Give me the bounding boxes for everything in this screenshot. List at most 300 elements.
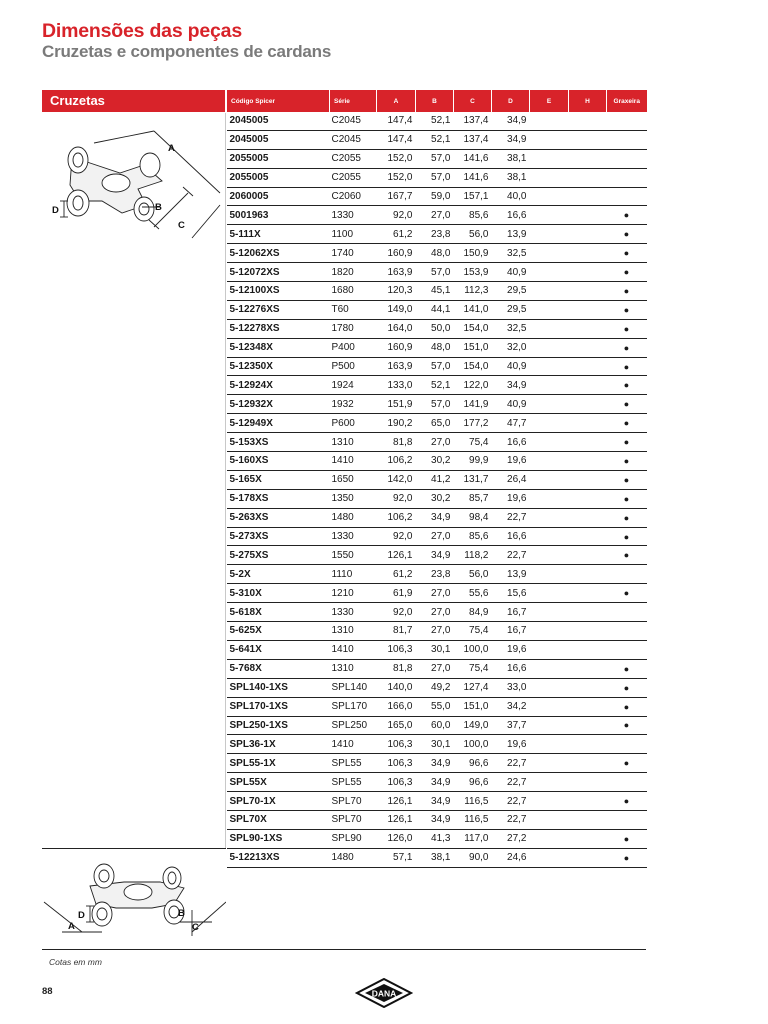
series-cell: SPL250 (330, 716, 377, 735)
grease-fitting-cell (607, 112, 647, 130)
dimension-label-b: B (155, 202, 162, 213)
d-cell: 16,6 (492, 206, 530, 225)
table-row (227, 244, 647, 263)
c-cell: 157,1 (454, 187, 492, 206)
code-cell: SPL170-1XS (227, 697, 330, 716)
c-cell: 141,6 (454, 149, 492, 168)
h-cell (569, 640, 607, 659)
c-cell: 90,0 (454, 848, 492, 867)
code-cell: 5-2X (227, 565, 330, 584)
d-cell: 15,6 (492, 584, 530, 603)
grease-fitting-cell (607, 622, 647, 641)
e-cell (530, 716, 569, 735)
grease-fitting-cell (607, 603, 647, 622)
h-cell (569, 300, 607, 319)
dimension-label-b: B (178, 908, 185, 919)
d-cell: 13,9 (492, 225, 530, 244)
c-cell: 150,9 (454, 244, 492, 263)
d-cell: 34,9 (492, 112, 530, 130)
a-cell: 163,9 (377, 263, 416, 282)
a-cell: 106,3 (377, 640, 416, 659)
b-cell: 27,0 (416, 584, 454, 603)
a-cell: 147,4 (377, 130, 416, 149)
grease-fitting-cell: ● (607, 263, 647, 282)
table-row (227, 433, 647, 452)
grease-fitting-cell (607, 130, 647, 149)
e-cell (530, 527, 569, 546)
code-cell: SPL55X (227, 773, 330, 792)
b-cell: 34,9 (416, 773, 454, 792)
b-cell: 57,0 (416, 168, 454, 187)
c-cell: 141,6 (454, 168, 492, 187)
c-cell: 122,0 (454, 376, 492, 395)
grease-fitting-cell: ● (607, 489, 647, 508)
d-cell: 22,7 (492, 773, 530, 792)
d-cell: 37,7 (492, 716, 530, 735)
code-cell: 5-12350X (227, 357, 330, 376)
a-cell: 165,0 (377, 716, 416, 735)
d-cell: 47,7 (492, 414, 530, 433)
d-cell: 29,5 (492, 282, 530, 301)
code-cell: 5-768X (227, 659, 330, 678)
h-cell (569, 659, 607, 678)
page-number: 88 (42, 986, 53, 997)
a-cell: 126,1 (377, 810, 416, 829)
table-row (227, 603, 647, 622)
a-cell: 61,2 (377, 225, 416, 244)
c-cell: 154,0 (454, 319, 492, 338)
d-cell: 22,7 (492, 792, 530, 811)
e-cell (530, 792, 569, 811)
grease-fitting-cell: ● (607, 678, 647, 697)
series-cell: SPL55 (330, 773, 377, 792)
e-cell (530, 848, 569, 867)
series-cell: SPL140 (330, 678, 377, 697)
c-cell: 75,4 (454, 622, 492, 641)
c-cell: 154,0 (454, 357, 492, 376)
code-cell: SPL140-1XS (227, 678, 330, 697)
dimension-label-a: A (168, 143, 175, 154)
bottom-rule (42, 949, 646, 950)
table-row (227, 659, 647, 678)
a-cell: 126,1 (377, 792, 416, 811)
series-cell: 1210 (330, 584, 377, 603)
table-row (227, 584, 647, 603)
code-cell: 5-153XS (227, 433, 330, 452)
d-cell: 16,6 (492, 527, 530, 546)
a-cell: 81,7 (377, 622, 416, 641)
h-cell (569, 546, 607, 565)
b-cell: 52,1 (416, 112, 454, 130)
e-cell (530, 452, 569, 471)
series-cell: 1820 (330, 263, 377, 282)
h-cell (569, 678, 607, 697)
series-cell: SPL170 (330, 697, 377, 716)
e-cell (530, 546, 569, 565)
series-cell: 1410 (330, 452, 377, 471)
column-header: E (530, 90, 569, 112)
h-cell (569, 433, 607, 452)
grease-fitting-cell: ● (607, 792, 647, 811)
e-cell (530, 489, 569, 508)
code-cell: 5-12100XS (227, 282, 330, 301)
d-cell: 38,1 (492, 149, 530, 168)
d-cell: 19,6 (492, 735, 530, 754)
c-cell: 116,5 (454, 792, 492, 811)
series-cell: 1330 (330, 527, 377, 546)
table-row (227, 225, 647, 244)
e-cell (530, 622, 569, 641)
e-cell (530, 187, 569, 206)
b-cell: 27,0 (416, 622, 454, 641)
c-cell: 100,0 (454, 735, 492, 754)
b-cell: 65,0 (416, 414, 454, 433)
c-cell: 141,9 (454, 395, 492, 414)
a-cell: 164,0 (377, 319, 416, 338)
code-cell: 5-12278XS (227, 319, 330, 338)
column-header: C (454, 90, 492, 112)
a-cell: 142,0 (377, 470, 416, 489)
code-cell: 5-275XS (227, 546, 330, 565)
logo-text: DANA (371, 988, 397, 999)
column-header: Série (330, 90, 377, 112)
table-row (227, 754, 647, 773)
c-cell: 85,6 (454, 206, 492, 225)
b-cell: 44,1 (416, 300, 454, 319)
grease-fitting-cell: ● (607, 376, 647, 395)
h-cell (569, 225, 607, 244)
h-cell (569, 414, 607, 433)
grease-fitting-cell: ● (607, 357, 647, 376)
e-cell (530, 697, 569, 716)
c-cell: 75,4 (454, 433, 492, 452)
series-cell: 1650 (330, 470, 377, 489)
d-cell: 34,2 (492, 697, 530, 716)
h-cell (569, 697, 607, 716)
b-cell: 34,9 (416, 508, 454, 527)
series-cell: 1932 (330, 395, 377, 414)
h-cell (569, 263, 607, 282)
b-cell: 23,8 (416, 565, 454, 584)
c-cell: 117,0 (454, 829, 492, 848)
section-label: Cruzetas (50, 93, 105, 108)
h-cell (569, 829, 607, 848)
b-cell: 27,0 (416, 659, 454, 678)
d-cell: 19,6 (492, 640, 530, 659)
series-cell: 1550 (330, 546, 377, 565)
code-cell: 5-273XS (227, 527, 330, 546)
d-cell: 16,7 (492, 622, 530, 641)
h-cell (569, 206, 607, 225)
code-cell: SPL36-1X (227, 735, 330, 754)
code-cell: 5-12276XS (227, 300, 330, 319)
series-cell: SPL70 (330, 792, 377, 811)
grease-fitting-cell: ● (607, 452, 647, 471)
grease-fitting-cell: ● (607, 527, 647, 546)
a-cell: 81,8 (377, 433, 416, 452)
code-cell: 5-12924X (227, 376, 330, 395)
a-cell: 61,2 (377, 565, 416, 584)
grease-fitting-cell: ● (607, 225, 647, 244)
series-cell: SPL90 (330, 829, 377, 848)
column-header: Graxeira (607, 90, 647, 112)
h-cell (569, 603, 607, 622)
c-cell: 96,6 (454, 754, 492, 773)
e-cell (530, 319, 569, 338)
table-row (227, 187, 647, 206)
h-cell (569, 810, 607, 829)
series-cell: 1780 (330, 319, 377, 338)
dimension-label-d: D (78, 910, 85, 921)
grease-fitting-cell: ● (607, 659, 647, 678)
series-cell: 1410 (330, 640, 377, 659)
b-cell: 57,0 (416, 149, 454, 168)
series-cell: 1110 (330, 565, 377, 584)
a-cell: 133,0 (377, 376, 416, 395)
b-cell: 34,9 (416, 792, 454, 811)
h-cell (569, 848, 607, 867)
b-cell: 57,0 (416, 395, 454, 414)
table-row (227, 414, 647, 433)
e-cell (530, 206, 569, 225)
b-cell: 27,0 (416, 603, 454, 622)
h-cell (569, 565, 607, 584)
e-cell (530, 678, 569, 697)
a-cell: 166,0 (377, 697, 416, 716)
series-cell: 1310 (330, 659, 377, 678)
code-cell: 5-12949X (227, 414, 330, 433)
table-row (227, 810, 647, 829)
a-cell: 152,0 (377, 168, 416, 187)
a-cell: 167,7 (377, 187, 416, 206)
series-cell: 1480 (330, 848, 377, 867)
table-row (227, 282, 647, 301)
d-cell: 22,7 (492, 810, 530, 829)
h-cell (569, 792, 607, 811)
d-cell: 40,9 (492, 357, 530, 376)
h-cell (569, 489, 607, 508)
page-title: Dimensões das peças (42, 20, 242, 42)
a-cell: 140,0 (377, 678, 416, 697)
grease-fitting-cell: ● (607, 338, 647, 357)
code-cell: 5-12072XS (227, 263, 330, 282)
grease-fitting-cell (607, 773, 647, 792)
e-cell (530, 357, 569, 376)
grease-fitting-cell: ● (607, 300, 647, 319)
d-cell: 33,0 (492, 678, 530, 697)
series-cell: P400 (330, 338, 377, 357)
table-row (227, 452, 647, 471)
d-cell: 19,6 (492, 452, 530, 471)
code-cell: 2055005 (227, 168, 330, 187)
h-cell (569, 622, 607, 641)
h-cell (569, 112, 607, 130)
b-cell: 48,0 (416, 338, 454, 357)
c-cell: 137,4 (454, 130, 492, 149)
c-cell: 177,2 (454, 414, 492, 433)
h-cell (569, 754, 607, 773)
c-cell: 56,0 (454, 225, 492, 244)
h-cell (569, 735, 607, 754)
e-cell (530, 112, 569, 130)
b-cell: 34,9 (416, 810, 454, 829)
table-row (227, 829, 647, 848)
c-cell: 56,0 (454, 565, 492, 584)
grease-fitting-cell: ● (607, 319, 647, 338)
table-row (227, 112, 647, 130)
cross-diagram-top (42, 125, 222, 245)
series-cell: C2055 (330, 168, 377, 187)
b-cell: 27,0 (416, 206, 454, 225)
table-row (227, 640, 647, 659)
d-cell: 32,0 (492, 338, 530, 357)
c-cell: 153,9 (454, 263, 492, 282)
grease-fitting-cell: ● (607, 244, 647, 263)
series-cell: 1680 (330, 282, 377, 301)
h-cell (569, 584, 607, 603)
code-cell: 5-618X (227, 603, 330, 622)
h-cell (569, 338, 607, 357)
code-cell: 5-160XS (227, 452, 330, 471)
h-cell (569, 168, 607, 187)
series-cell: SPL70 (330, 810, 377, 829)
b-cell: 59,0 (416, 187, 454, 206)
b-cell: 52,1 (416, 130, 454, 149)
grease-fitting-cell: ● (607, 546, 647, 565)
h-cell (569, 395, 607, 414)
table-row (227, 263, 647, 282)
series-cell: 1100 (330, 225, 377, 244)
b-cell: 41,2 (416, 470, 454, 489)
dimension-label-c: C (192, 922, 199, 933)
grease-fitting-cell: ● (607, 414, 647, 433)
e-cell (530, 773, 569, 792)
grease-fitting-cell (607, 565, 647, 584)
b-cell: 34,9 (416, 754, 454, 773)
a-cell: 120,3 (377, 282, 416, 301)
section-divider (42, 848, 226, 849)
d-cell: 13,9 (492, 565, 530, 584)
code-cell: SPL250-1XS (227, 716, 330, 735)
d-cell: 22,7 (492, 754, 530, 773)
c-cell: 84,9 (454, 603, 492, 622)
table-row (227, 300, 647, 319)
grease-fitting-cell: ● (607, 848, 647, 867)
grease-fitting-cell (607, 640, 647, 659)
table-row (227, 622, 647, 641)
code-cell: 5-178XS (227, 489, 330, 508)
e-cell (530, 414, 569, 433)
column-divider (225, 113, 226, 848)
grease-fitting-cell: ● (607, 470, 647, 489)
grease-fitting-cell (607, 187, 647, 206)
grease-fitting-cell: ● (607, 584, 647, 603)
d-cell: 16,6 (492, 433, 530, 452)
grease-fitting-cell: ● (607, 716, 647, 735)
series-cell: P600 (330, 414, 377, 433)
table-row (227, 508, 647, 527)
a-cell: 106,3 (377, 735, 416, 754)
code-cell: SPL70-1X (227, 792, 330, 811)
c-cell: 141,0 (454, 300, 492, 319)
grease-fitting-cell: ● (607, 206, 647, 225)
a-cell: 106,3 (377, 773, 416, 792)
column-header: D (492, 90, 530, 112)
column-header: H (569, 90, 607, 112)
code-cell: 5001963 (227, 206, 330, 225)
table-row (227, 319, 647, 338)
h-cell (569, 357, 607, 376)
a-cell: 160,9 (377, 244, 416, 263)
a-cell: 57,1 (377, 848, 416, 867)
e-cell (530, 829, 569, 848)
code-cell: 5-310X (227, 584, 330, 603)
e-cell (530, 168, 569, 187)
c-cell: 151,0 (454, 338, 492, 357)
grease-fitting-cell (607, 168, 647, 187)
code-cell: 5-641X (227, 640, 330, 659)
grease-fitting-cell: ● (607, 508, 647, 527)
code-cell: 5-12348X (227, 338, 330, 357)
e-cell (530, 659, 569, 678)
dimension-label-d: D (52, 205, 59, 216)
h-cell (569, 716, 607, 735)
c-cell: 85,7 (454, 489, 492, 508)
code-cell: 5-165X (227, 470, 330, 489)
h-cell (569, 282, 607, 301)
column-header: A (377, 90, 416, 112)
cross-diagram-bottom (42, 852, 226, 942)
table-row (227, 470, 647, 489)
code-cell: SPL70X (227, 810, 330, 829)
e-cell (530, 395, 569, 414)
d-cell: 22,7 (492, 508, 530, 527)
e-cell (530, 149, 569, 168)
c-cell: 137,4 (454, 112, 492, 130)
series-cell: 1330 (330, 206, 377, 225)
h-cell (569, 508, 607, 527)
a-cell: 126,0 (377, 829, 416, 848)
a-cell: 81,8 (377, 659, 416, 678)
table-row (227, 357, 647, 376)
a-cell: 92,0 (377, 603, 416, 622)
e-cell (530, 130, 569, 149)
grease-fitting-cell: ● (607, 829, 647, 848)
series-cell: 1310 (330, 622, 377, 641)
grease-fitting-cell: ● (607, 754, 647, 773)
d-cell: 16,6 (492, 659, 530, 678)
code-cell: 5-12932X (227, 395, 330, 414)
e-cell (530, 300, 569, 319)
series-cell: 1350 (330, 489, 377, 508)
e-cell (530, 282, 569, 301)
d-cell: 24,6 (492, 848, 530, 867)
d-cell: 40,0 (492, 187, 530, 206)
table-row (227, 546, 647, 565)
code-cell: SPL55-1X (227, 754, 330, 773)
series-cell: C2055 (330, 149, 377, 168)
series-cell: C2045 (330, 112, 377, 130)
b-cell: 52,1 (416, 376, 454, 395)
b-cell: 27,0 (416, 433, 454, 452)
series-cell: C2060 (330, 187, 377, 206)
d-cell: 27,2 (492, 829, 530, 848)
code-cell: 5-12062XS (227, 244, 330, 263)
a-cell: 160,9 (377, 338, 416, 357)
series-cell: C2045 (330, 130, 377, 149)
b-cell: 50,0 (416, 319, 454, 338)
h-cell (569, 149, 607, 168)
